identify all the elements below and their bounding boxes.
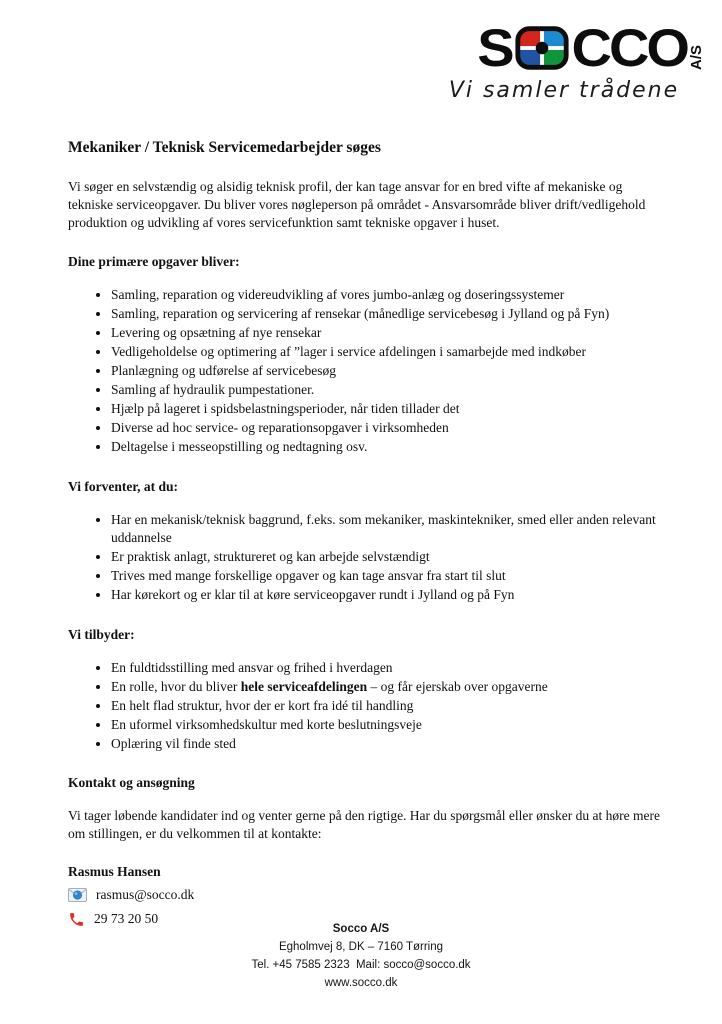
list-item: • Er praktisk anlagt, struktureret og kan arbejde selvstændigt: [111, 548, 660, 567]
logo-as-label: A/S: [688, 44, 705, 70]
list-item: • Vedligeholdelse og optimering af ”lager i service afdelingen i samarbejde med indkøber: [111, 343, 660, 362]
footer-website[interactable]: www.socco.dk: [324, 977, 398, 989]
intro-paragraph: Vi søger en selvstændig og alsidig teknisk profil, der kan tage ansvar for en bred vifte af mekaniske og tekniske serviceopgaver. Du bliver vores nøgleperson på området - Ansvarsområde bliver drift/vedligehold produktion og udvikling af vores servicefunktion samt tekniske opgaver i huset.: [68, 179, 646, 230]
list-item: • En helt flad struktur, hvor der er kort fra idé til handling: [111, 697, 660, 716]
logo-tagline: Vi samler trådene: [448, 78, 680, 103]
list-item: • Samling, reparation og servicering af rensekar (månedlige servicebesøg i Jylland og på Fyn): [111, 305, 660, 324]
list-item: • En uformel virksomhedskultur med korte beslutningsveje: [111, 716, 660, 735]
company-logo: [424, 17, 705, 103]
tasks-list: [68, 286, 660, 457]
list-item: • En fuldtidsstilling med ansvar og frihed i hverdagen: [111, 659, 660, 678]
logo-text-s: S: [477, 17, 512, 78]
offer-item-post: – og får ejerskab over opgaverne: [367, 678, 548, 694]
contact-name: Rasmus Hansen: [68, 864, 161, 879]
list-item: • Diverse ad hoc service- og reparationsopgaver i virksomheden: [111, 419, 660, 438]
expectations-list: [68, 511, 660, 605]
page-footer: [0, 920, 722, 992]
section-heading-contact: Kontakt og ansøgning: [68, 775, 195, 790]
list-item: • Deltagelse i messeopstilling og nedtagning osv.: [111, 438, 660, 457]
offer-item-pre: En rolle, hvor du bliver: [111, 678, 241, 694]
list-item: • Samling, reparation og videreudvikling af vores jumbo-anlæg og doseringssystemer: [111, 286, 660, 305]
footer-tel-mail: Tel. +45 7585 2323 Mail: socco@socco.dk: [251, 959, 471, 971]
contact-phone: 29 73 20 50: [94, 911, 159, 926]
section-heading-expectations: Vi forventer, at du:: [68, 478, 178, 494]
list-item: • Har kørekort og er klar til at køre serviceopgaver rundt i Jylland og på Fyn: [111, 586, 660, 605]
offer-list: [68, 659, 660, 754]
logo-o-icon: [513, 24, 571, 72]
page-title: Mekaniker / Teknisk Servicemedarbejder søges: [68, 139, 381, 156]
email-icon: [68, 888, 87, 902]
contact-email-row: [68, 885, 660, 905]
contact-email[interactable]: rasmus@socco.dk: [96, 887, 195, 902]
list-item: • Planlægning og udførelse af servicebesøg: [111, 362, 660, 381]
logo-wordmark: [424, 17, 705, 78]
logo-text-cco: CCO: [571, 17, 687, 78]
document-body: [68, 138, 660, 933]
section-heading-offer: Vi tilbyder:: [68, 626, 135, 642]
list-item: [111, 678, 660, 697]
list-item: • Samling af hydraulik pumpestationer.: [111, 381, 660, 400]
section-heading-tasks: Dine primære opgaver bliver:: [68, 254, 240, 269]
list-item: • Hjælp på lageret i spidsbelastningsperioder, når tiden tillader det: [111, 400, 660, 419]
offer-item-bold: hele serviceafdelingen: [240, 678, 368, 694]
footer-company: Socco A/S: [332, 923, 390, 935]
list-item: • Har en mekanisk/teknisk baggrund, f.eks. som mekaniker, maskintekniker, smed eller anden relevant uddannelse: [111, 511, 660, 548]
list-item: • Oplæring vil finde sted: [111, 735, 660, 754]
list-item: • Trives med mange forskellige opgaver og kan tage ansvar fra start til slut: [111, 567, 660, 586]
contact-paragraph: Vi tager løbende kandidater ind og venter gerne på den rigtige. Har du spørgsmål eller ønsker du at høre mere om stillingen, er du velkommen til at kontakte:: [68, 808, 660, 841]
list-item: • Levering og opsætning af nye rensekar: [111, 324, 660, 343]
footer-address: Egholmvej 8, DK – 7160 Tørring: [278, 941, 444, 953]
